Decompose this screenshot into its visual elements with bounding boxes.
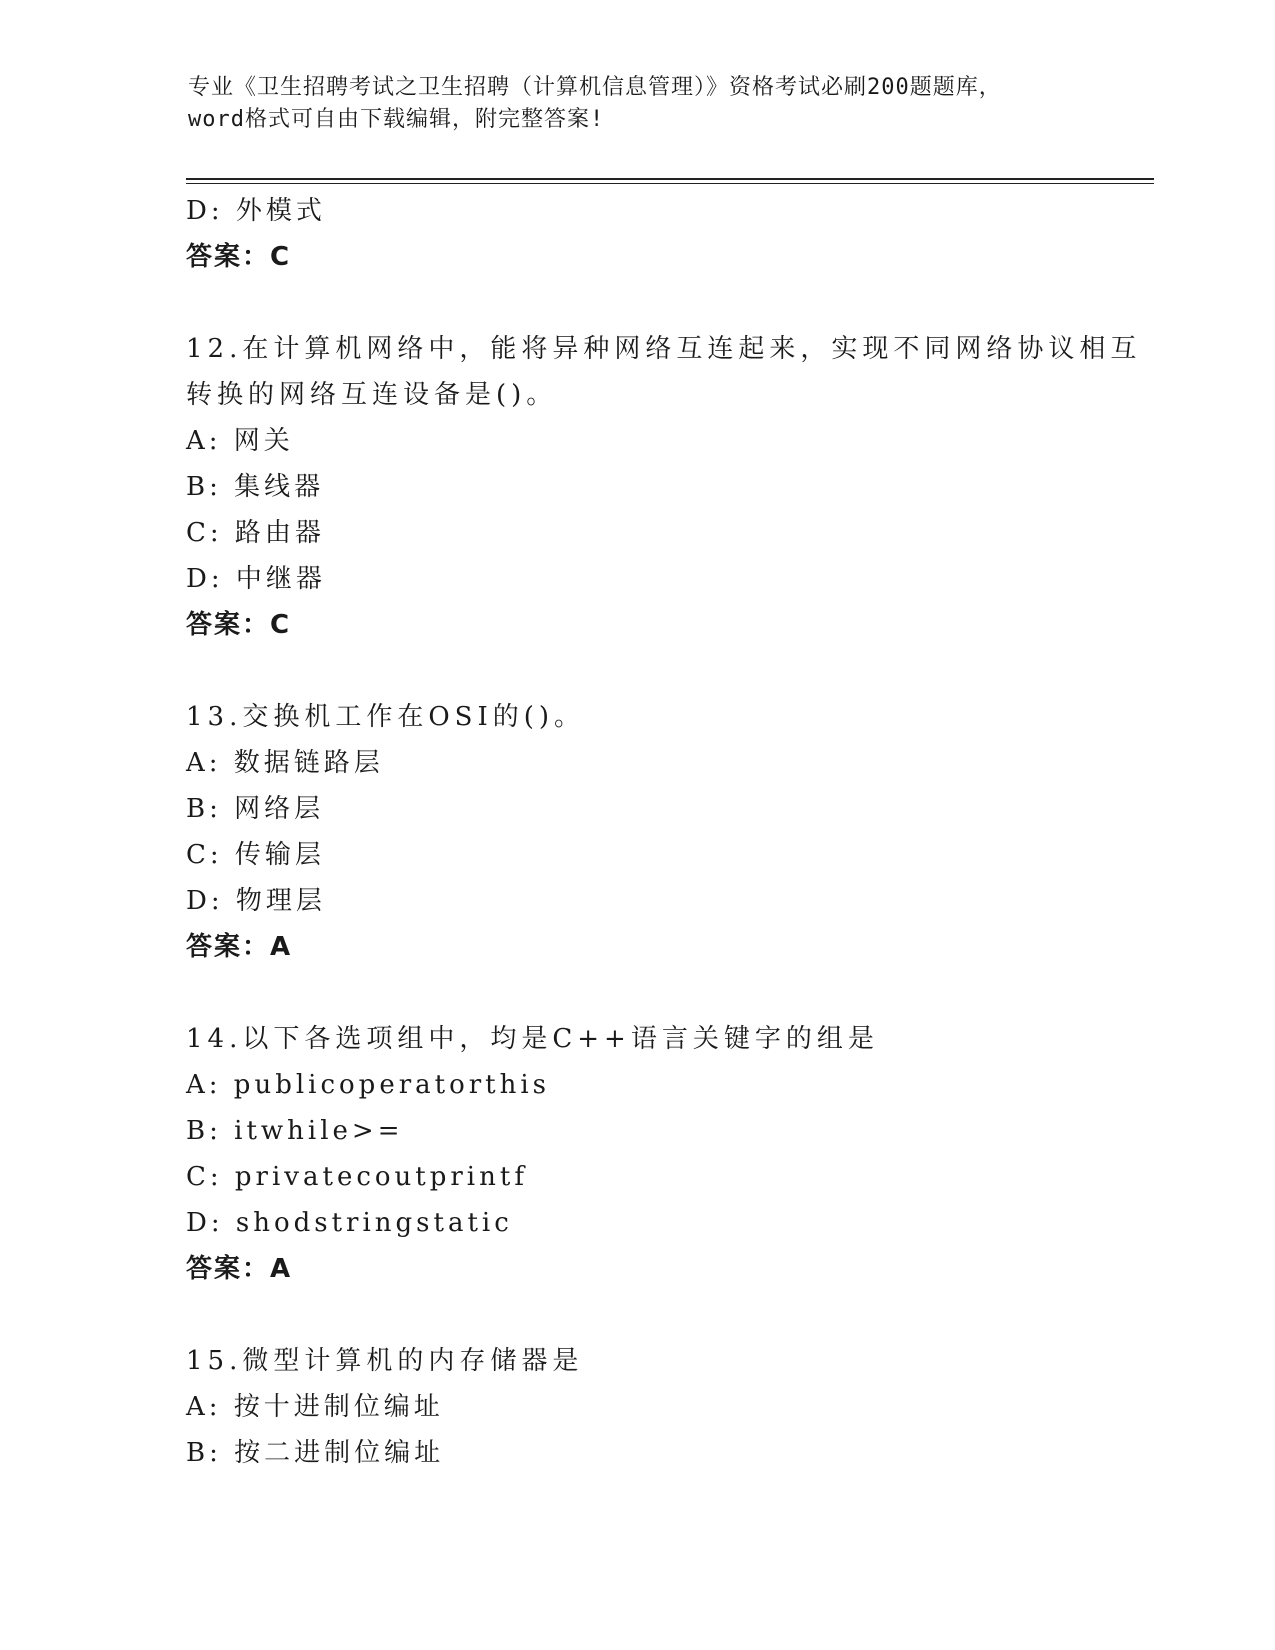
option-d: D: 中继器 — [186, 564, 326, 594]
question-15 — [186, 1338, 1146, 1476]
option-c: C: privatecoutprintf — [186, 1162, 528, 1192]
spacer — [186, 970, 1146, 1016]
document-header — [188, 72, 1088, 136]
question-stem: 14.以下各选项组中，均是C++语言关键字的组是 — [186, 1024, 879, 1054]
answer-line: 答案：C — [186, 242, 292, 272]
question-stem: 12.在计算机网络中，能将异种网络互连起来，实现不同网络协议相互 — [186, 334, 1142, 364]
question-12 — [186, 326, 1146, 648]
answer-line: 答案：A — [186, 1254, 293, 1284]
header-line-2: word格式可自由下载编辑，附完整答案! — [188, 107, 605, 132]
option-c: C: 传输层 — [186, 840, 325, 870]
option-a: A: publicoperatorthis — [186, 1070, 551, 1100]
option-d: D: 物理层 — [186, 886, 326, 916]
spacer — [186, 1292, 1146, 1338]
question-stem: 13.交换机工作在OSI的()。 — [186, 702, 586, 732]
question-list — [186, 188, 1146, 1476]
option-b: B: 按二进制位编址 — [186, 1438, 445, 1468]
option-d: D: 外模式 — [186, 196, 326, 226]
question-stem: 15.微型计算机的内存储器是 — [186, 1346, 584, 1376]
option-a: A: 数据链路层 — [186, 748, 384, 778]
question-13 — [186, 694, 1146, 970]
spacer — [186, 280, 1146, 326]
question-stem-continued: 转换的网络互连设备是()。 — [186, 380, 558, 410]
spacer — [186, 648, 1146, 694]
option-a: A: 按十进制位编址 — [186, 1392, 444, 1422]
option-a: A: 网关 — [186, 426, 294, 456]
option-c: C: 路由器 — [186, 518, 325, 548]
answer-line: 答案：A — [186, 932, 293, 962]
option-b: B: 集线器 — [186, 472, 325, 502]
header-line-1: 专业《卫生招聘考试之卫生招聘（计算机信息管理）》资格考试必刷200题题库， — [188, 75, 1002, 100]
question-14 — [186, 1016, 1146, 1292]
option-d: D: shodstringstatic — [186, 1208, 513, 1238]
answer-line: 答案：C — [186, 610, 292, 640]
option-b: B: 网络层 — [186, 794, 325, 824]
header-divider — [186, 178, 1154, 184]
option-b: B: itwhile>= — [186, 1116, 404, 1146]
